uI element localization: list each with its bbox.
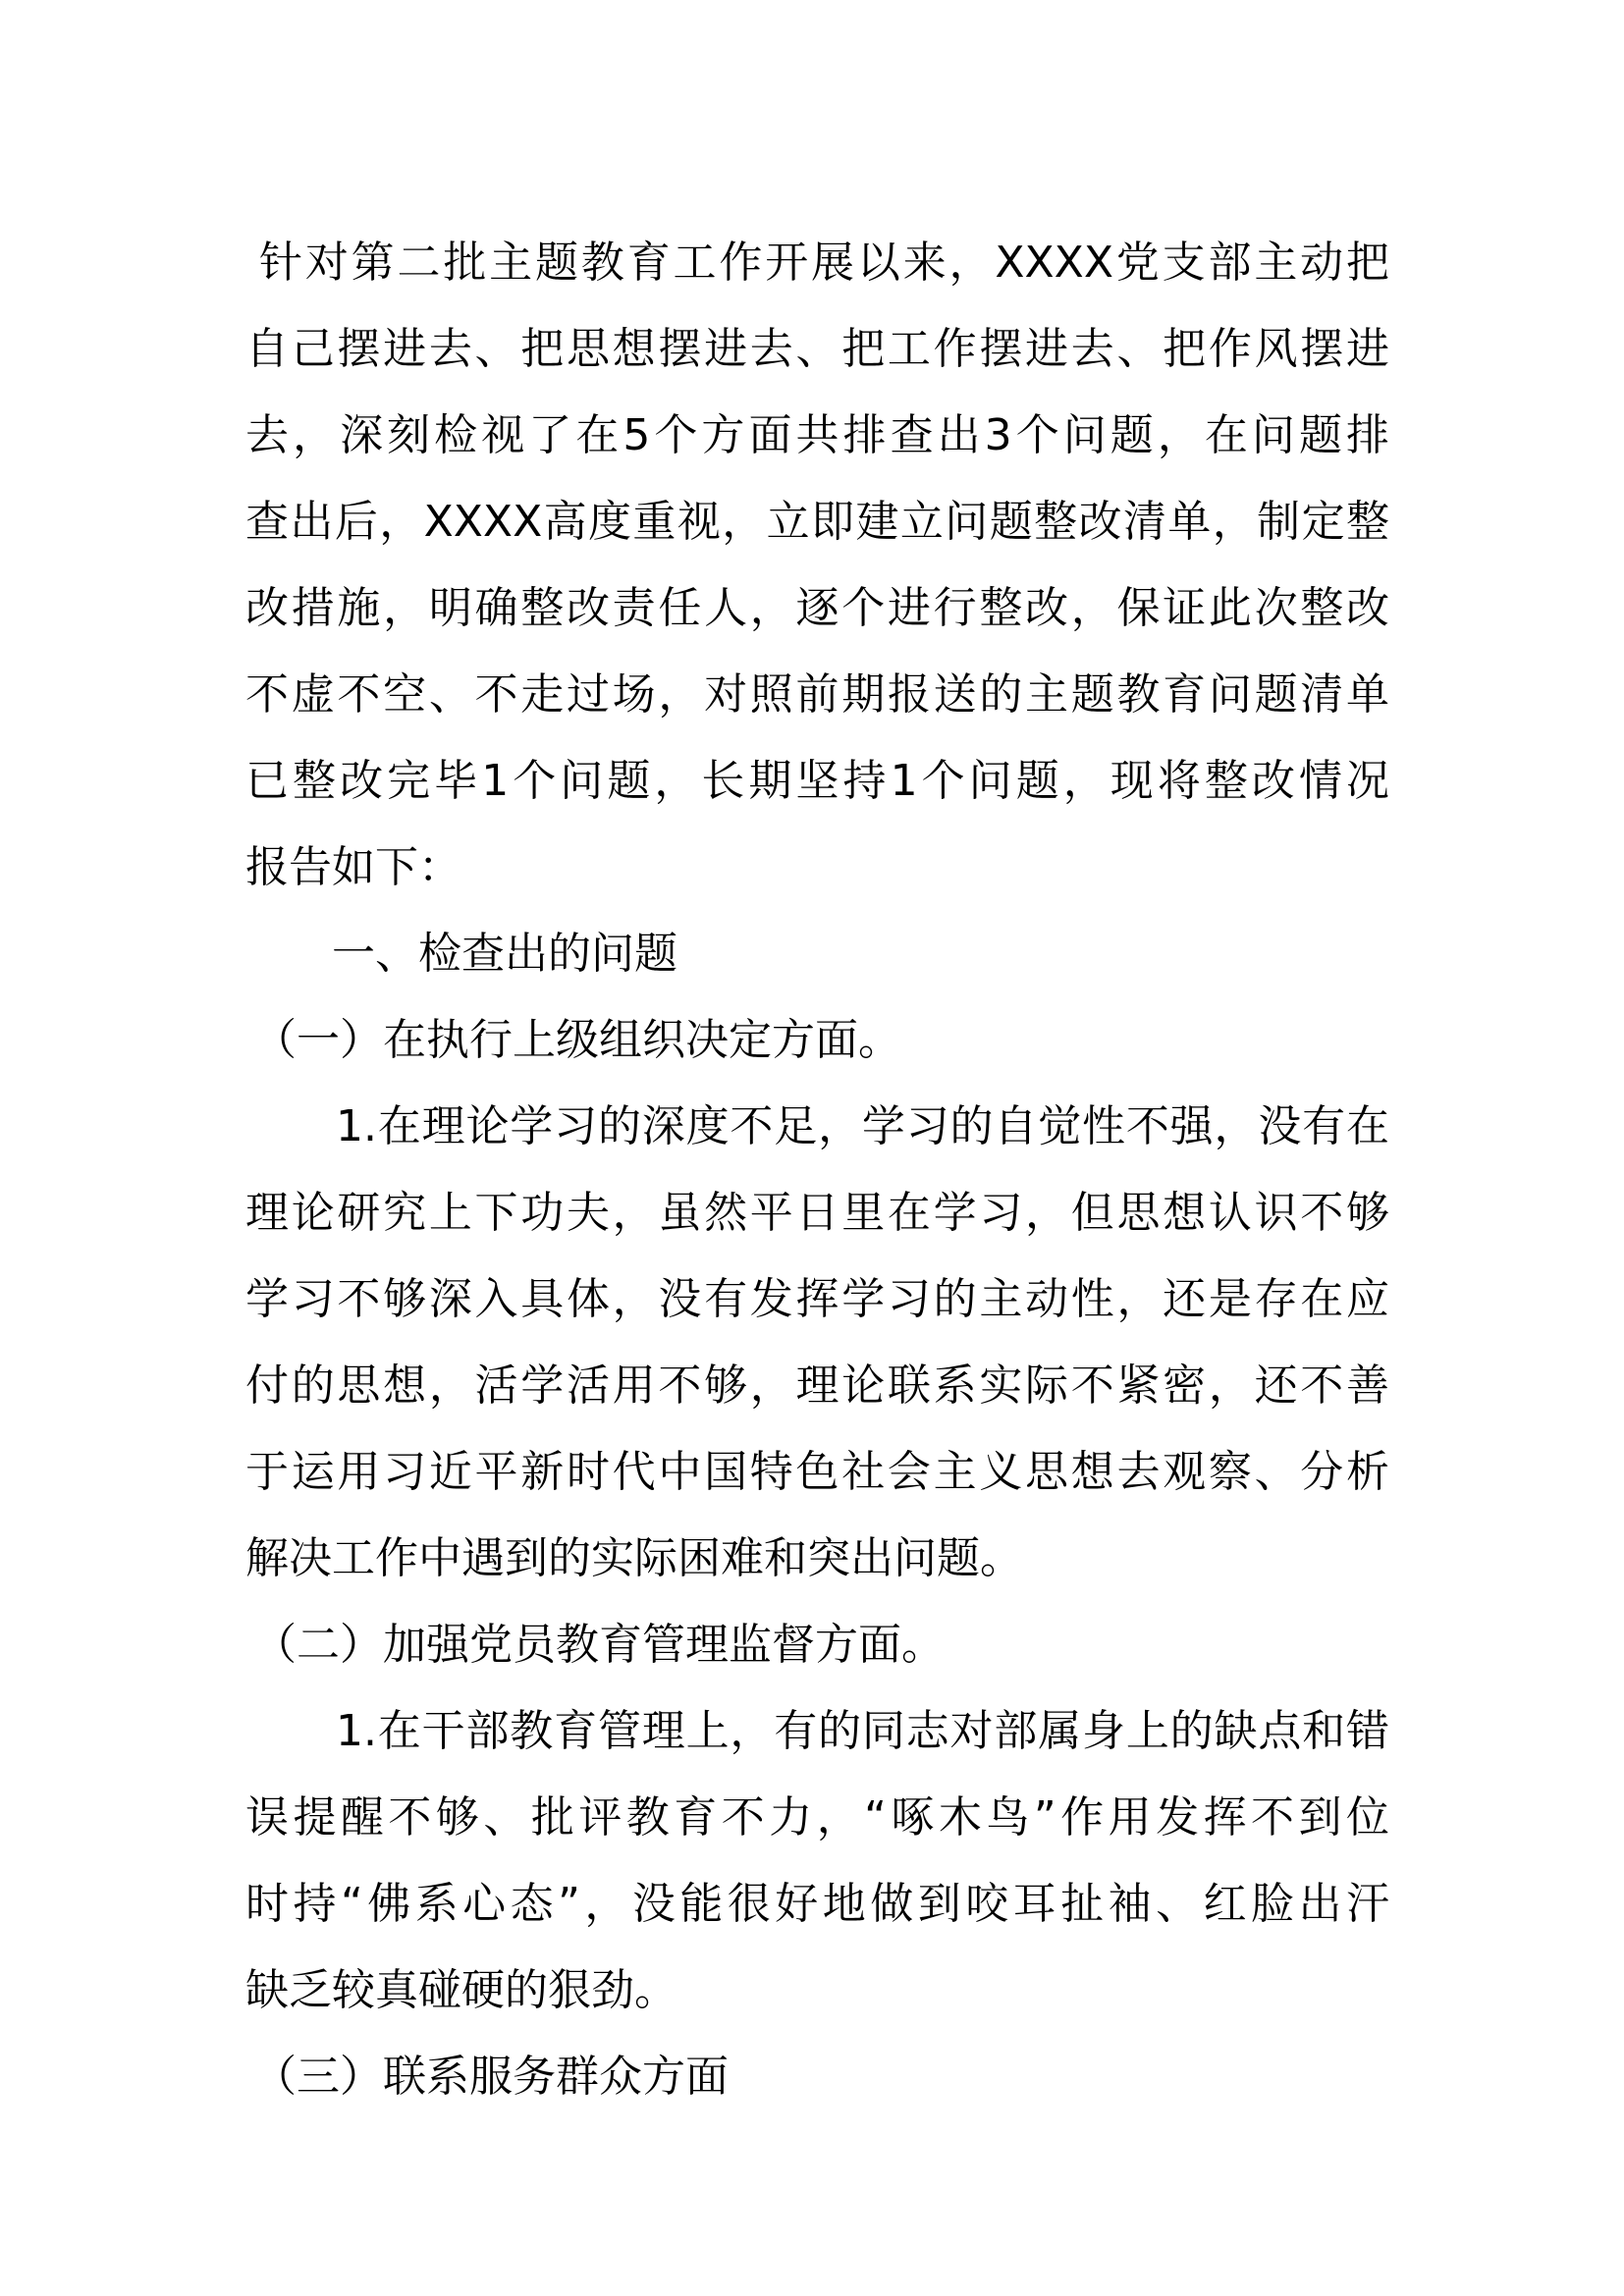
section-heading: 一、检查出的问题 [332,929,677,979]
intro-line: 去，深刻检视了在5个方面共排查出3个问题，在问题排 [245,410,1389,460]
paragraph-line: 学习不够深入具体，没有发挥学习的主动性，还是存在应 [245,1274,1389,1324]
subsection-1-paragraph [245,1084,1389,1602]
paragraph-line: 1.在干部教育管理上，有的同志对部属身上的缺点和错 [336,1706,1389,1756]
intro-line: 已整改完毕1个问题，长期坚持1个问题，现将整改情况 [245,756,1389,806]
subsection-heading-1: （一）在执行上级组织决定方面。 [253,1015,901,1065]
intro-line: 针对第二批主题教育工作开展以来，XXXX党支部主动把 [259,238,1389,288]
subsection-heading-2: （二）加强党员教育管理监督方面。 [253,1620,945,1670]
paragraph-line: 缺乏较真碰硬的狠劲。 [245,1965,677,2015]
paragraph-line: 解决工作中遇到的实际困难和突出问题。 [245,1533,1023,1583]
paragraph-line: 付的思想，活学活用不够，理论联系实际不紧密，还不善 [245,1361,1389,1411]
intro-line: 报告如下： [245,842,461,892]
intro-paragraph [245,220,1389,911]
paragraph-line: 时持“佛系心态”，没能很好地做到咬耳扯袖、红脸出汗 [245,1879,1389,1929]
subsection-2-paragraph [245,1688,1389,2034]
intro-line: 改措施，明确整改责任人，逐个进行整改，保证此次整改 [245,583,1389,633]
paragraph-line: 误提醒不够、批评教育不力，“啄木鸟”作用发挥不到位 [245,1792,1389,1842]
subsection-heading-3: （三）联系服务群众方面 [253,2052,729,2102]
paragraph-line: 理论研究上下功夫，虽然平日里在学习，但思想认识不够 [245,1188,1389,1238]
paragraph-line: 于运用习近平新时代中国特色社会主义思想去观察、分析 [245,1447,1389,1497]
intro-line: 不虚不空、不走过场，对照前期报送的主题教育问题清单 [245,669,1389,720]
intro-line: 自己摆进去、把思想摆进去、把工作摆进去、把作风摆进 [245,324,1389,374]
intro-line: 查出后，XXXX高度重视，立即建立问题整改清单，制定整 [245,497,1389,547]
document-body [245,220,1389,2120]
paragraph-line: 1.在理论学习的深度不足，学习的自觉性不强，没有在 [336,1101,1389,1151]
